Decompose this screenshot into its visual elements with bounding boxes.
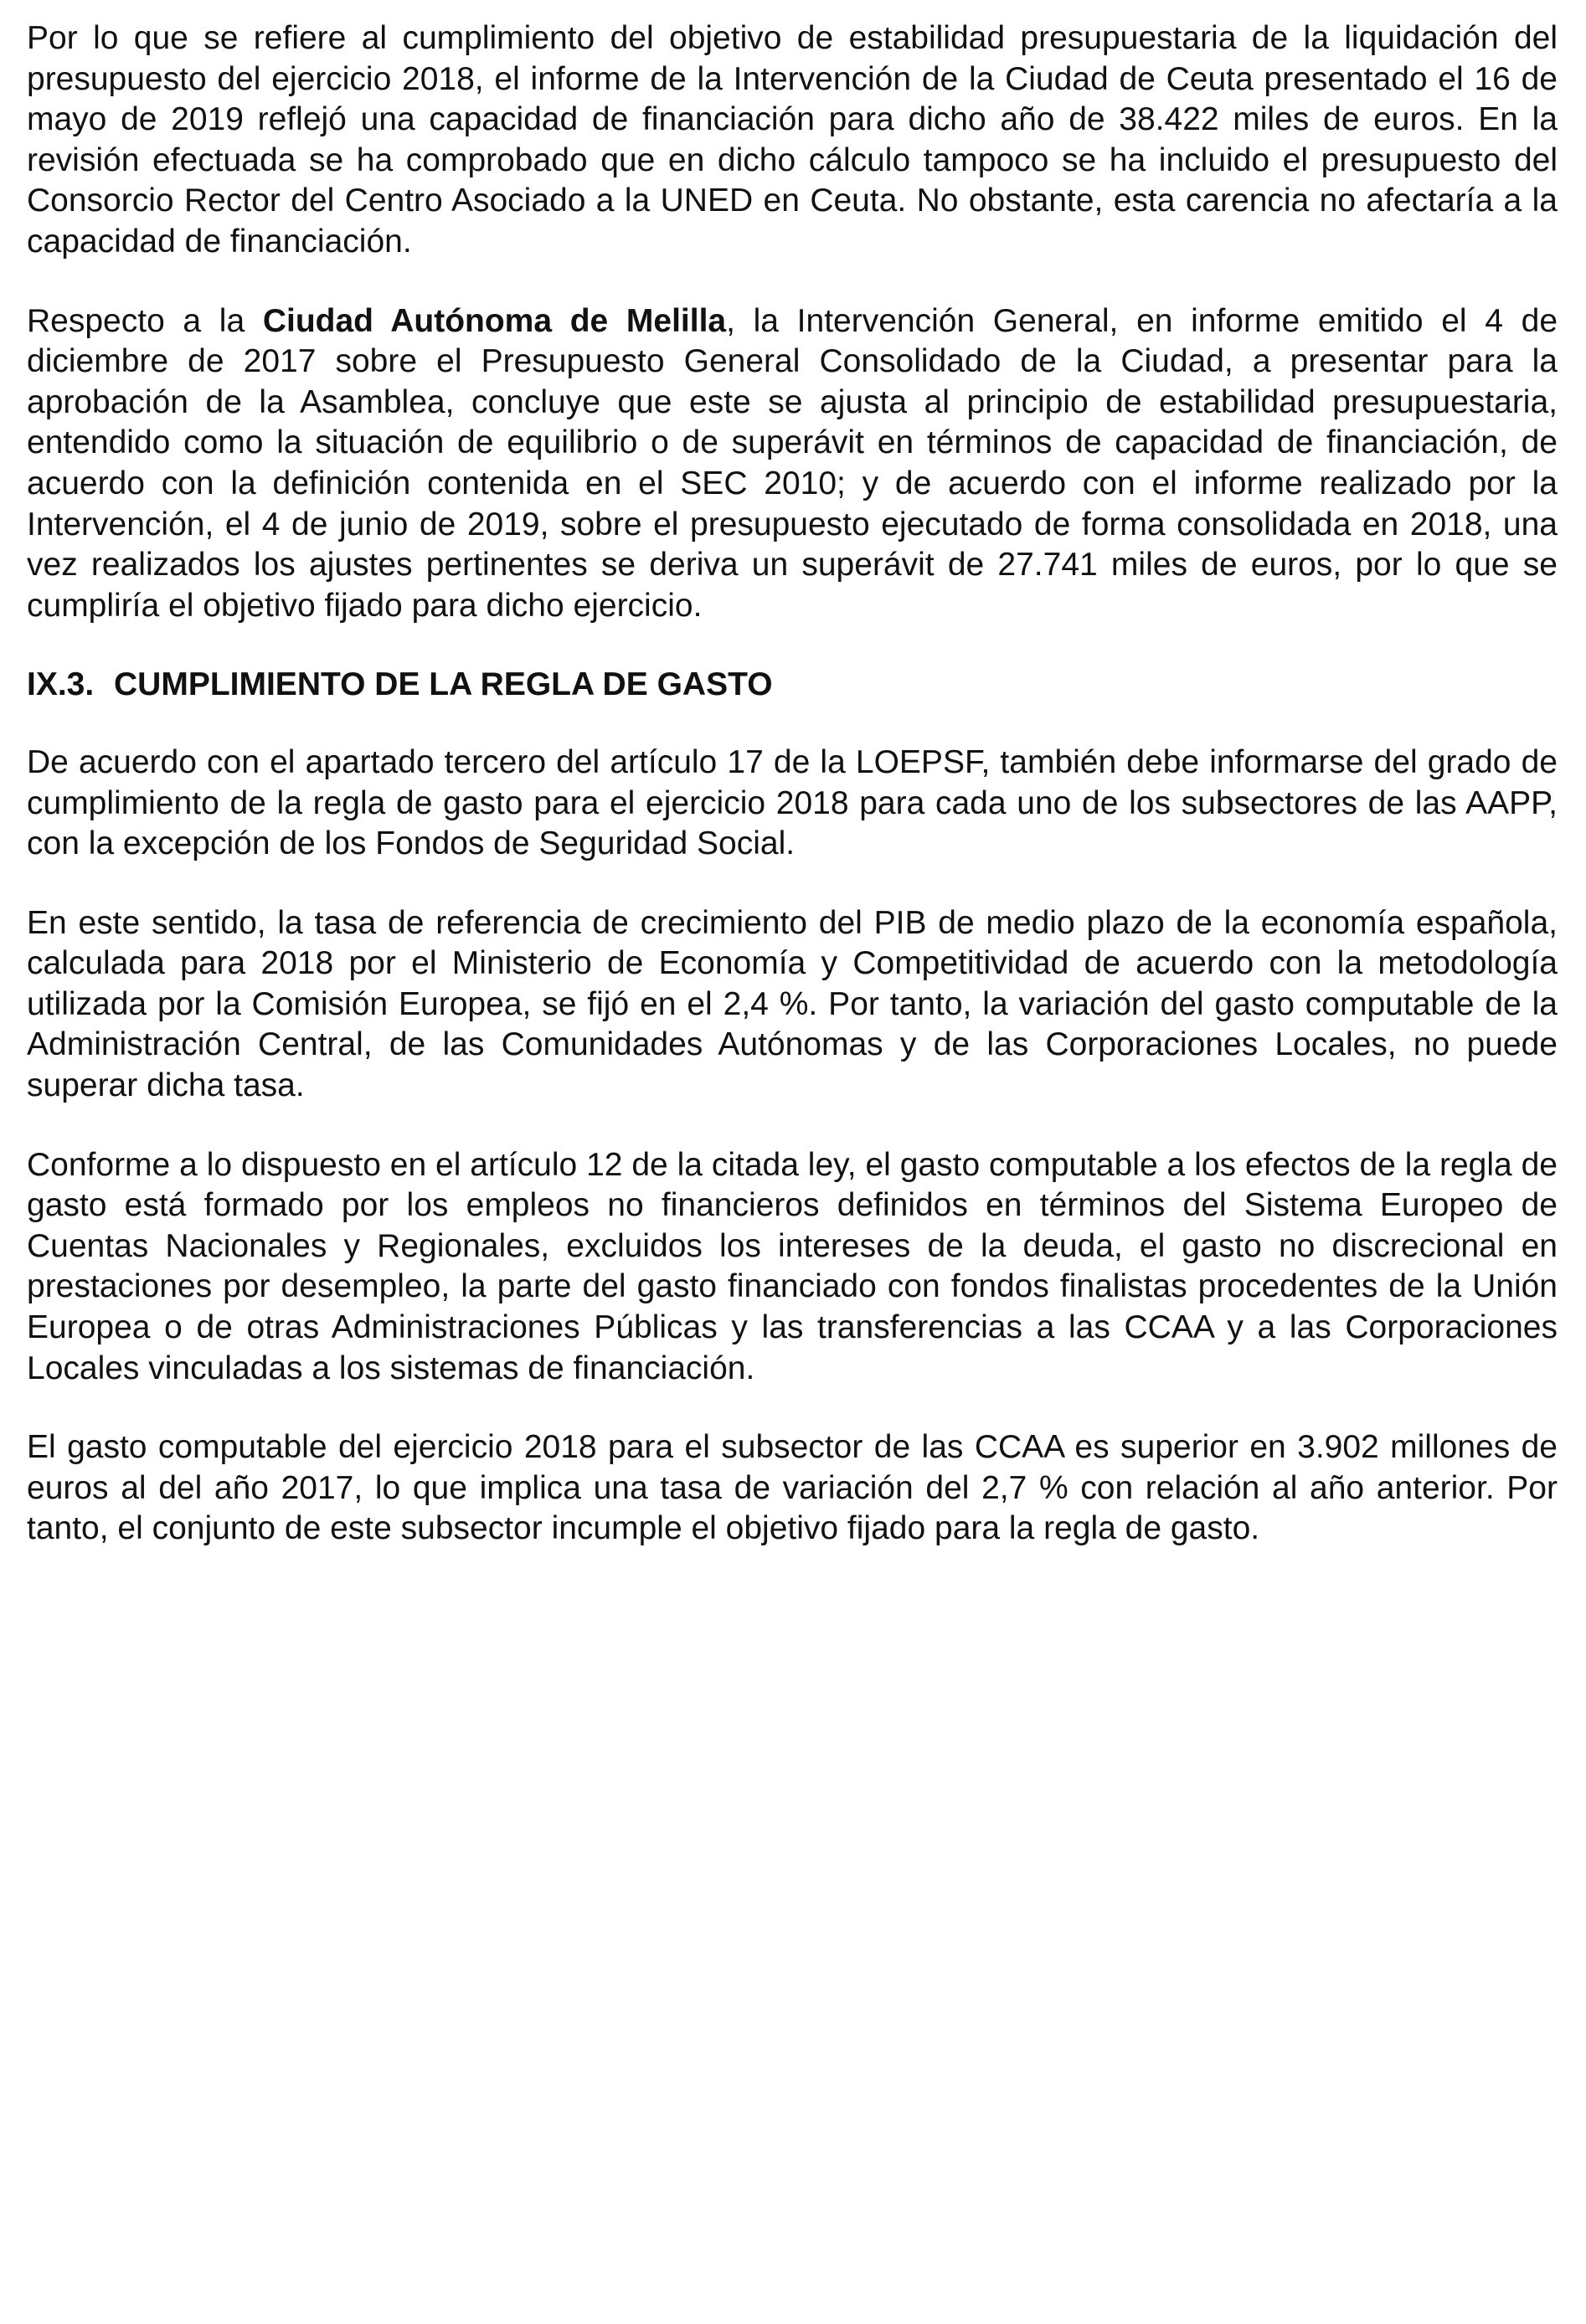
section-title: CUMPLIMIENTO DE LA REGLA DE GASTO xyxy=(114,666,773,703)
paragraph-melilla-prefix: Respecto a la xyxy=(27,302,263,339)
paragraph-ceuta-stability: Por lo que se refiere al cumplimiento del objetivo de estabilidad presupuestaria de la liquidación del presupuesto del ejercicio 2018, el informe de la Intervención de la Ciudad de Ceuta presentado el 16 de mayo de 2019 reflejó una capacidad de financiación para dicho año de 38.422 miles de euros. En la revisión efectuada se ha comprobado que en dicho cálculo tampoco se ha incluido el presupuesto del Consorcio Rector del Centro Asociado a la UNED en Ceuta. No obstante, esta carencia no afectaría a la capacidad de financiación. xyxy=(27,20,1558,260)
paragraph-melilla-stability xyxy=(27,301,1558,627)
document-page xyxy=(27,18,1558,1588)
section-heading xyxy=(27,665,1558,706)
section-number: IX.3. xyxy=(27,666,95,703)
paragraph-melilla-bold-name: Ciudad Autónoma de Melilla xyxy=(262,302,727,339)
paragraph-melilla-text: , la Intervención General, en informe emitido el 4 de diciembre de 2017 sobre el Presupuesto General Consolidado de la Ciudad, a presentar para la aprobación de la Asamblea, concluye que este se ajusta al principio de estabilidad presupuestaria, entendido como la situación de equilibrio o de superávit en términos de capacidad de financiación, de acuerdo con la definición contenida en el SEC 2010; y de acuerdo con el informe realizado por la Intervención, el 4 de junio de 2019, sobre el presupuesto ejecutado de forma consolidada en 2018, una vez realizados los ajustes pertinentes se deriva un superávit de 27.741 miles de euros, por lo que se cumpliría el objetivo fijado para dicho ejercicio. xyxy=(27,302,1558,624)
paragraph-computable-spending-definition: Conforme a lo dispuesto en el artículo 12 de la citada ley, el gasto computable a los efectos de la regla de gasto está formado por los empleos no financieros definidos en términos del Sistema Europeo de Cuentas Nacionales y Regionales, excluidos los intereses de la deuda, el gasto no discrecional en prestaciones por desempleo, la parte del gasto financiado con fondos finalistas procedentes de la Unión Europea o de otras Administraciones Públicas y las transferencias a las CCAA y a las Corporaciones Locales vinculadas a los sistemas de financiación. xyxy=(27,1146,1558,1386)
paragraph-spending-rule-intro: De acuerdo con el apartado tercero del artículo 17 de la LOEPSF, también debe informarse del grado de cumplimiento de la regla de gasto para el ejercicio 2018 para cada uno de los subsectores de las AAPP, con la excepción de los Fondos de Seguridad Social. xyxy=(27,743,1558,862)
paragraph-ccaa-result: El gasto computable del ejercicio 2018 para el subsector de las CCAA es superior en 3.902 millones de euros al del año 2017, lo que implica una tasa de variación del 2,7 % con relación al año anterior. Por tanto, el conjunto de este subsector incumple el objetivo fijado para la regla de gasto. xyxy=(27,1429,1558,1547)
paragraph-reference-rate: En este sentido, la tasa de referencia de crecimiento del PIB de medio plazo de la economía española, calculada para 2018 por el Ministerio de Economía y Competitividad de acuerdo con la metodología utilizada por la Comisión Europea, se fijó en el 2,4 %. Por tanto, la variación del gasto computable de la Administración Central, de las Comunidades Autónomas y de las Corporaciones Locales, no puede superar dicha tasa. xyxy=(27,904,1558,1104)
